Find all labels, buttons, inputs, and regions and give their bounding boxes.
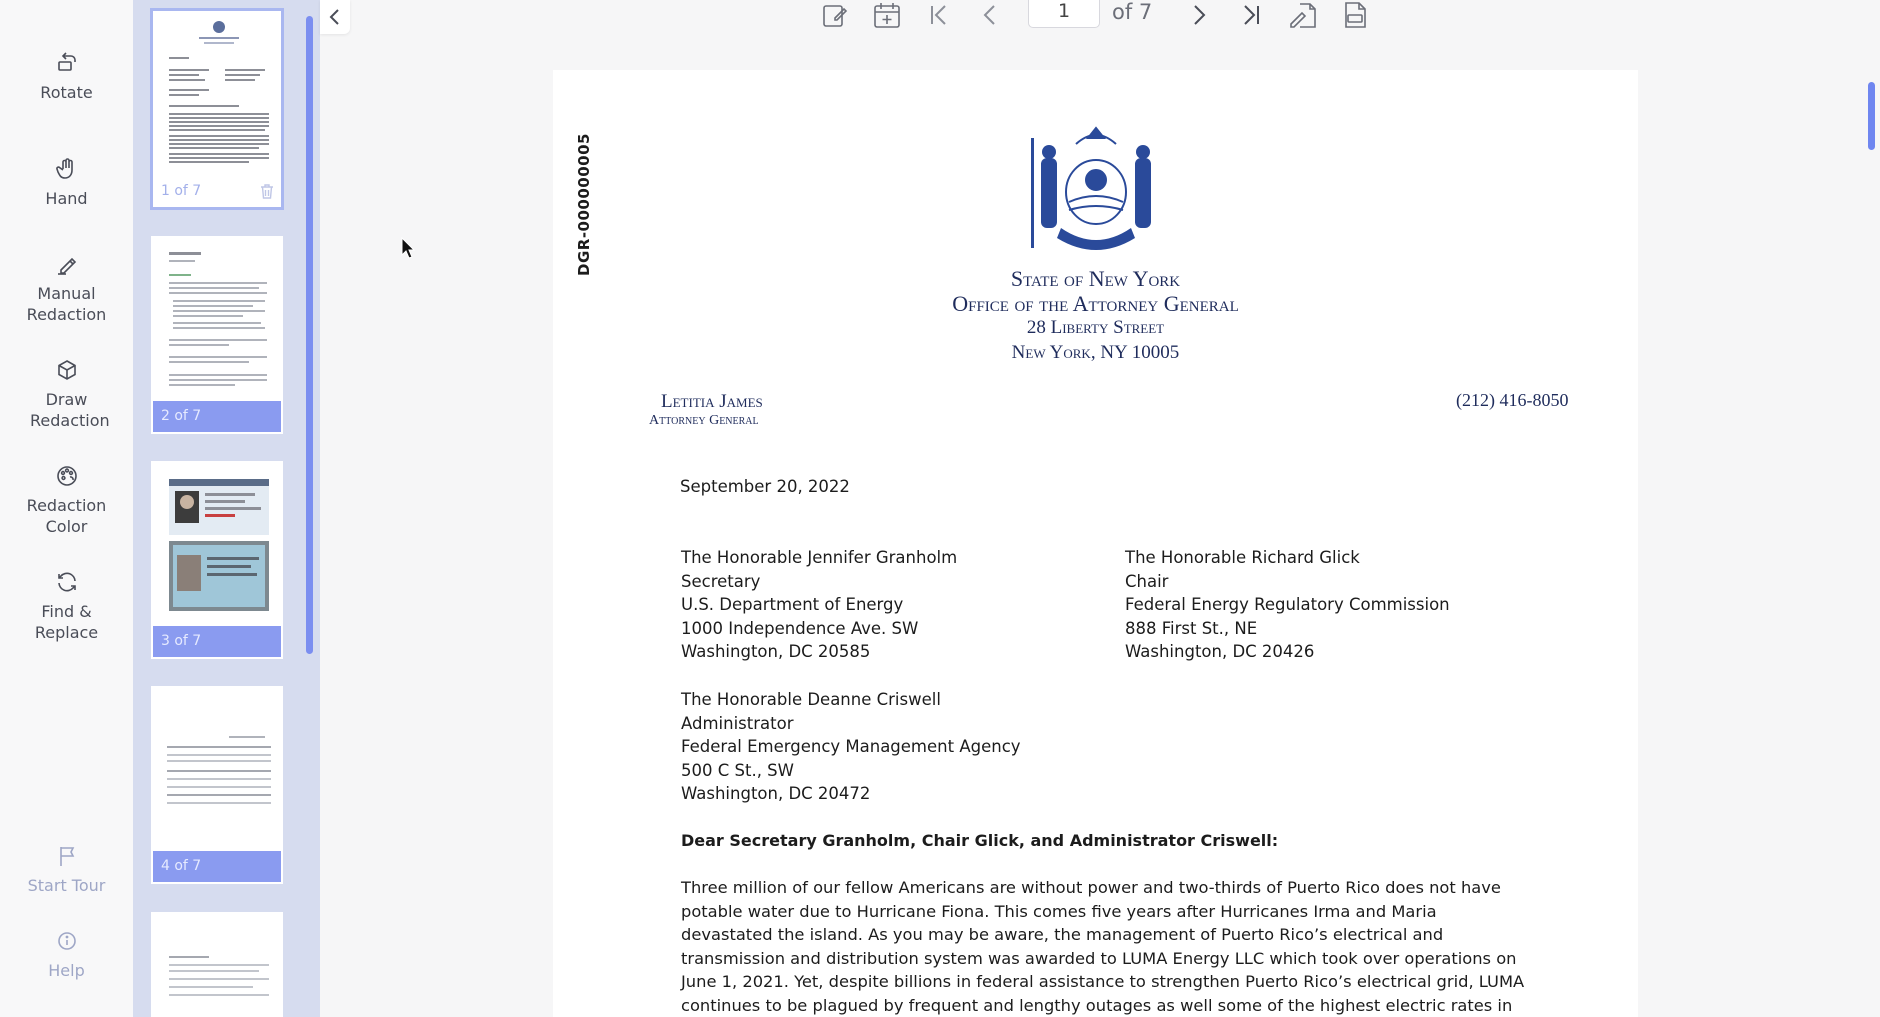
- previous-page-button[interactable]: [976, 0, 1006, 30]
- sign-button[interactable]: [1288, 0, 1318, 30]
- first-page-button[interactable]: [924, 0, 954, 30]
- thumbnail-page-2[interactable]: [151, 236, 283, 434]
- draw-redaction-tool[interactable]: [0, 357, 133, 431]
- thumbnail-preview: [159, 469, 275, 621]
- thumbnail-page-1[interactable]: [150, 8, 284, 210]
- rotate-tool[interactable]: [0, 50, 133, 103]
- collapse-panel-button[interactable]: [320, 0, 350, 34]
- body-line: devastated the island. As you may be aware, the management of Puerto Rico’s electrical and: [681, 925, 1444, 945]
- manual-redaction-tool[interactable]: [0, 251, 133, 325]
- thumbnail-page-5[interactable]: [151, 912, 283, 1017]
- draw-redaction-label: Draw Redaction: [30, 390, 110, 430]
- page-total-label: of 7: [1112, 0, 1153, 24]
- body-line: continues to be plagued by frequent and lengthy outages as well some of the highest electric rates in: [681, 995, 1513, 1015]
- tool-rail: [0, 0, 133, 1017]
- first-page-icon: [926, 2, 952, 28]
- recipient-line: Washington, DC 20472: [681, 784, 871, 804]
- recipient-granholm: [681, 546, 957, 664]
- recipient-line: Administrator: [681, 713, 794, 733]
- find-replace-label: Find & Replace: [34, 602, 99, 642]
- thumbnail-preview: [159, 17, 275, 171]
- page-number-input[interactable]: [1028, 0, 1100, 28]
- info-icon: [54, 928, 80, 954]
- next-page-button[interactable]: [1184, 0, 1214, 30]
- trash-icon[interactable]: [259, 183, 275, 200]
- thumbnail-page-4[interactable]: [151, 686, 283, 884]
- thumbnail-preview: [159, 244, 275, 396]
- recipient-line: The Honorable Richard Glick: [1125, 548, 1360, 567]
- help-label: Help: [48, 961, 85, 980]
- recipient-criswell: [681, 688, 1021, 806]
- recipient-line: The Honorable Deanne Criswell: [681, 690, 941, 709]
- start-tour-button[interactable]: [0, 843, 133, 896]
- office-phone: (212) 416-8050: [1456, 390, 1569, 410]
- refresh-icon: [54, 569, 80, 595]
- ny-state-seal-icon: [1021, 122, 1171, 258]
- bates-number-icon: [1340, 0, 1370, 30]
- thumbnail-label: 4 of 7: [153, 851, 281, 882]
- page-2-preview: [159, 244, 279, 400]
- thumbnail-preview: [159, 694, 275, 846]
- salutation: Dear Secretary Granholm, Chair Glick, and Administrator Criswell:: [681, 831, 1279, 850]
- page-1-preview: [159, 17, 279, 177]
- thumbnail-label: 2 of 7: [153, 401, 281, 432]
- letterhead-office: Office of the Attorney General: [952, 291, 1239, 316]
- body-line: June 1, 2021. Yet, despite billions in federal assistance to strengthen Puerto Rico’s electrical grid, LUMA: [681, 972, 1525, 992]
- page-3-preview: [159, 469, 279, 625]
- recipient-line: U.S. Department of Energy: [681, 595, 904, 615]
- recipient-line: Washington, DC 20426: [1125, 642, 1315, 662]
- recipient-line: 1000 Independence Ave. SW: [681, 618, 919, 638]
- bates-button[interactable]: [1340, 0, 1370, 30]
- find-replace-tool[interactable]: [0, 569, 133, 643]
- page-5-preview: [159, 920, 279, 1017]
- attorney-general-title: Attorney General: [649, 413, 759, 428]
- recipient-line: Chair: [1125, 571, 1169, 591]
- document-sign-icon: [1288, 0, 1318, 30]
- last-page-button[interactable]: [1236, 0, 1266, 30]
- body-line: transmission and distribution system was awarded to LUMA Energy LLC which took over operations on: [681, 948, 1517, 968]
- flag-icon: [54, 843, 80, 869]
- chevron-left-icon: [328, 7, 342, 27]
- recipient-line: The Honorable Jennifer Granholm: [681, 548, 958, 567]
- letter-date: September 20, 2022: [680, 477, 850, 496]
- edit-icon: [821, 1, 849, 29]
- redaction-color-label: Redaction Color: [26, 496, 107, 536]
- recipient-line: 500 C St., SW: [681, 760, 794, 780]
- manual-redaction-label: Manual Redaction: [26, 284, 107, 324]
- thumbnail-label: 1 of 7: [153, 176, 281, 207]
- recipient-line: Washington, DC 20585: [681, 642, 871, 662]
- last-page-icon: [1238, 2, 1264, 28]
- rotate-label: Rotate: [40, 83, 93, 102]
- thumbnail-page-3[interactable]: [151, 461, 283, 659]
- bates-number: DGR-000000005: [575, 133, 593, 276]
- hand-icon: [54, 156, 80, 182]
- letter-body: [681, 876, 1524, 1017]
- thumbnail-label: 3 of 7: [153, 626, 281, 657]
- letterhead-state: State of New York: [1010, 266, 1181, 291]
- redaction-color-tool[interactable]: [0, 463, 133, 537]
- thumbnail-panel: [133, 0, 320, 1017]
- mouse-cursor-icon: [401, 237, 415, 259]
- insert-page-button[interactable]: [872, 0, 902, 30]
- chevron-right-icon: [1186, 2, 1212, 28]
- attorney-general-name: Letitia James: [661, 391, 763, 412]
- body-line: Three million of our fellow Americans are without power and two-thirds of Puerto Rico does not have: [681, 878, 1501, 897]
- rotate-icon: [54, 50, 80, 76]
- hand-tool[interactable]: [0, 156, 133, 209]
- edit-button[interactable]: [820, 0, 850, 30]
- chevron-left-icon: [978, 2, 1004, 28]
- calendar-plus-icon: [872, 0, 902, 30]
- palette-icon: [54, 463, 80, 489]
- recipient-line: Federal Energy Regulatory Commission: [1125, 595, 1450, 615]
- recipient-line: Federal Emergency Management Agency: [681, 737, 1021, 757]
- hand-label: Hand: [45, 189, 88, 208]
- help-button[interactable]: [0, 928, 133, 981]
- document-page: [553, 70, 1638, 1017]
- page-4-preview: [159, 694, 279, 850]
- letterhead-street: 28 Liberty Street: [1026, 317, 1165, 338]
- cube-icon: [54, 357, 80, 383]
- document-scrollbar[interactable]: [1868, 82, 1875, 150]
- marker-icon: [54, 251, 80, 277]
- start-tour-label: Start Tour: [27, 876, 106, 895]
- letterhead-city: New York, NY 10005: [1011, 342, 1180, 363]
- recipient-line: Secretary: [681, 571, 761, 591]
- document-toolbar: [820, 0, 1392, 30]
- thumbnail-preview: [159, 920, 275, 1017]
- recipient-glick: [1125, 546, 1450, 664]
- body-line: potable water due to Hurricane Fiona. This comes five years after Hurricanes Irma and Maria: [681, 901, 1437, 921]
- recipient-line: 888 First St., NE: [1125, 618, 1258, 638]
- thumbnail-scrollbar[interactable]: [306, 16, 313, 654]
